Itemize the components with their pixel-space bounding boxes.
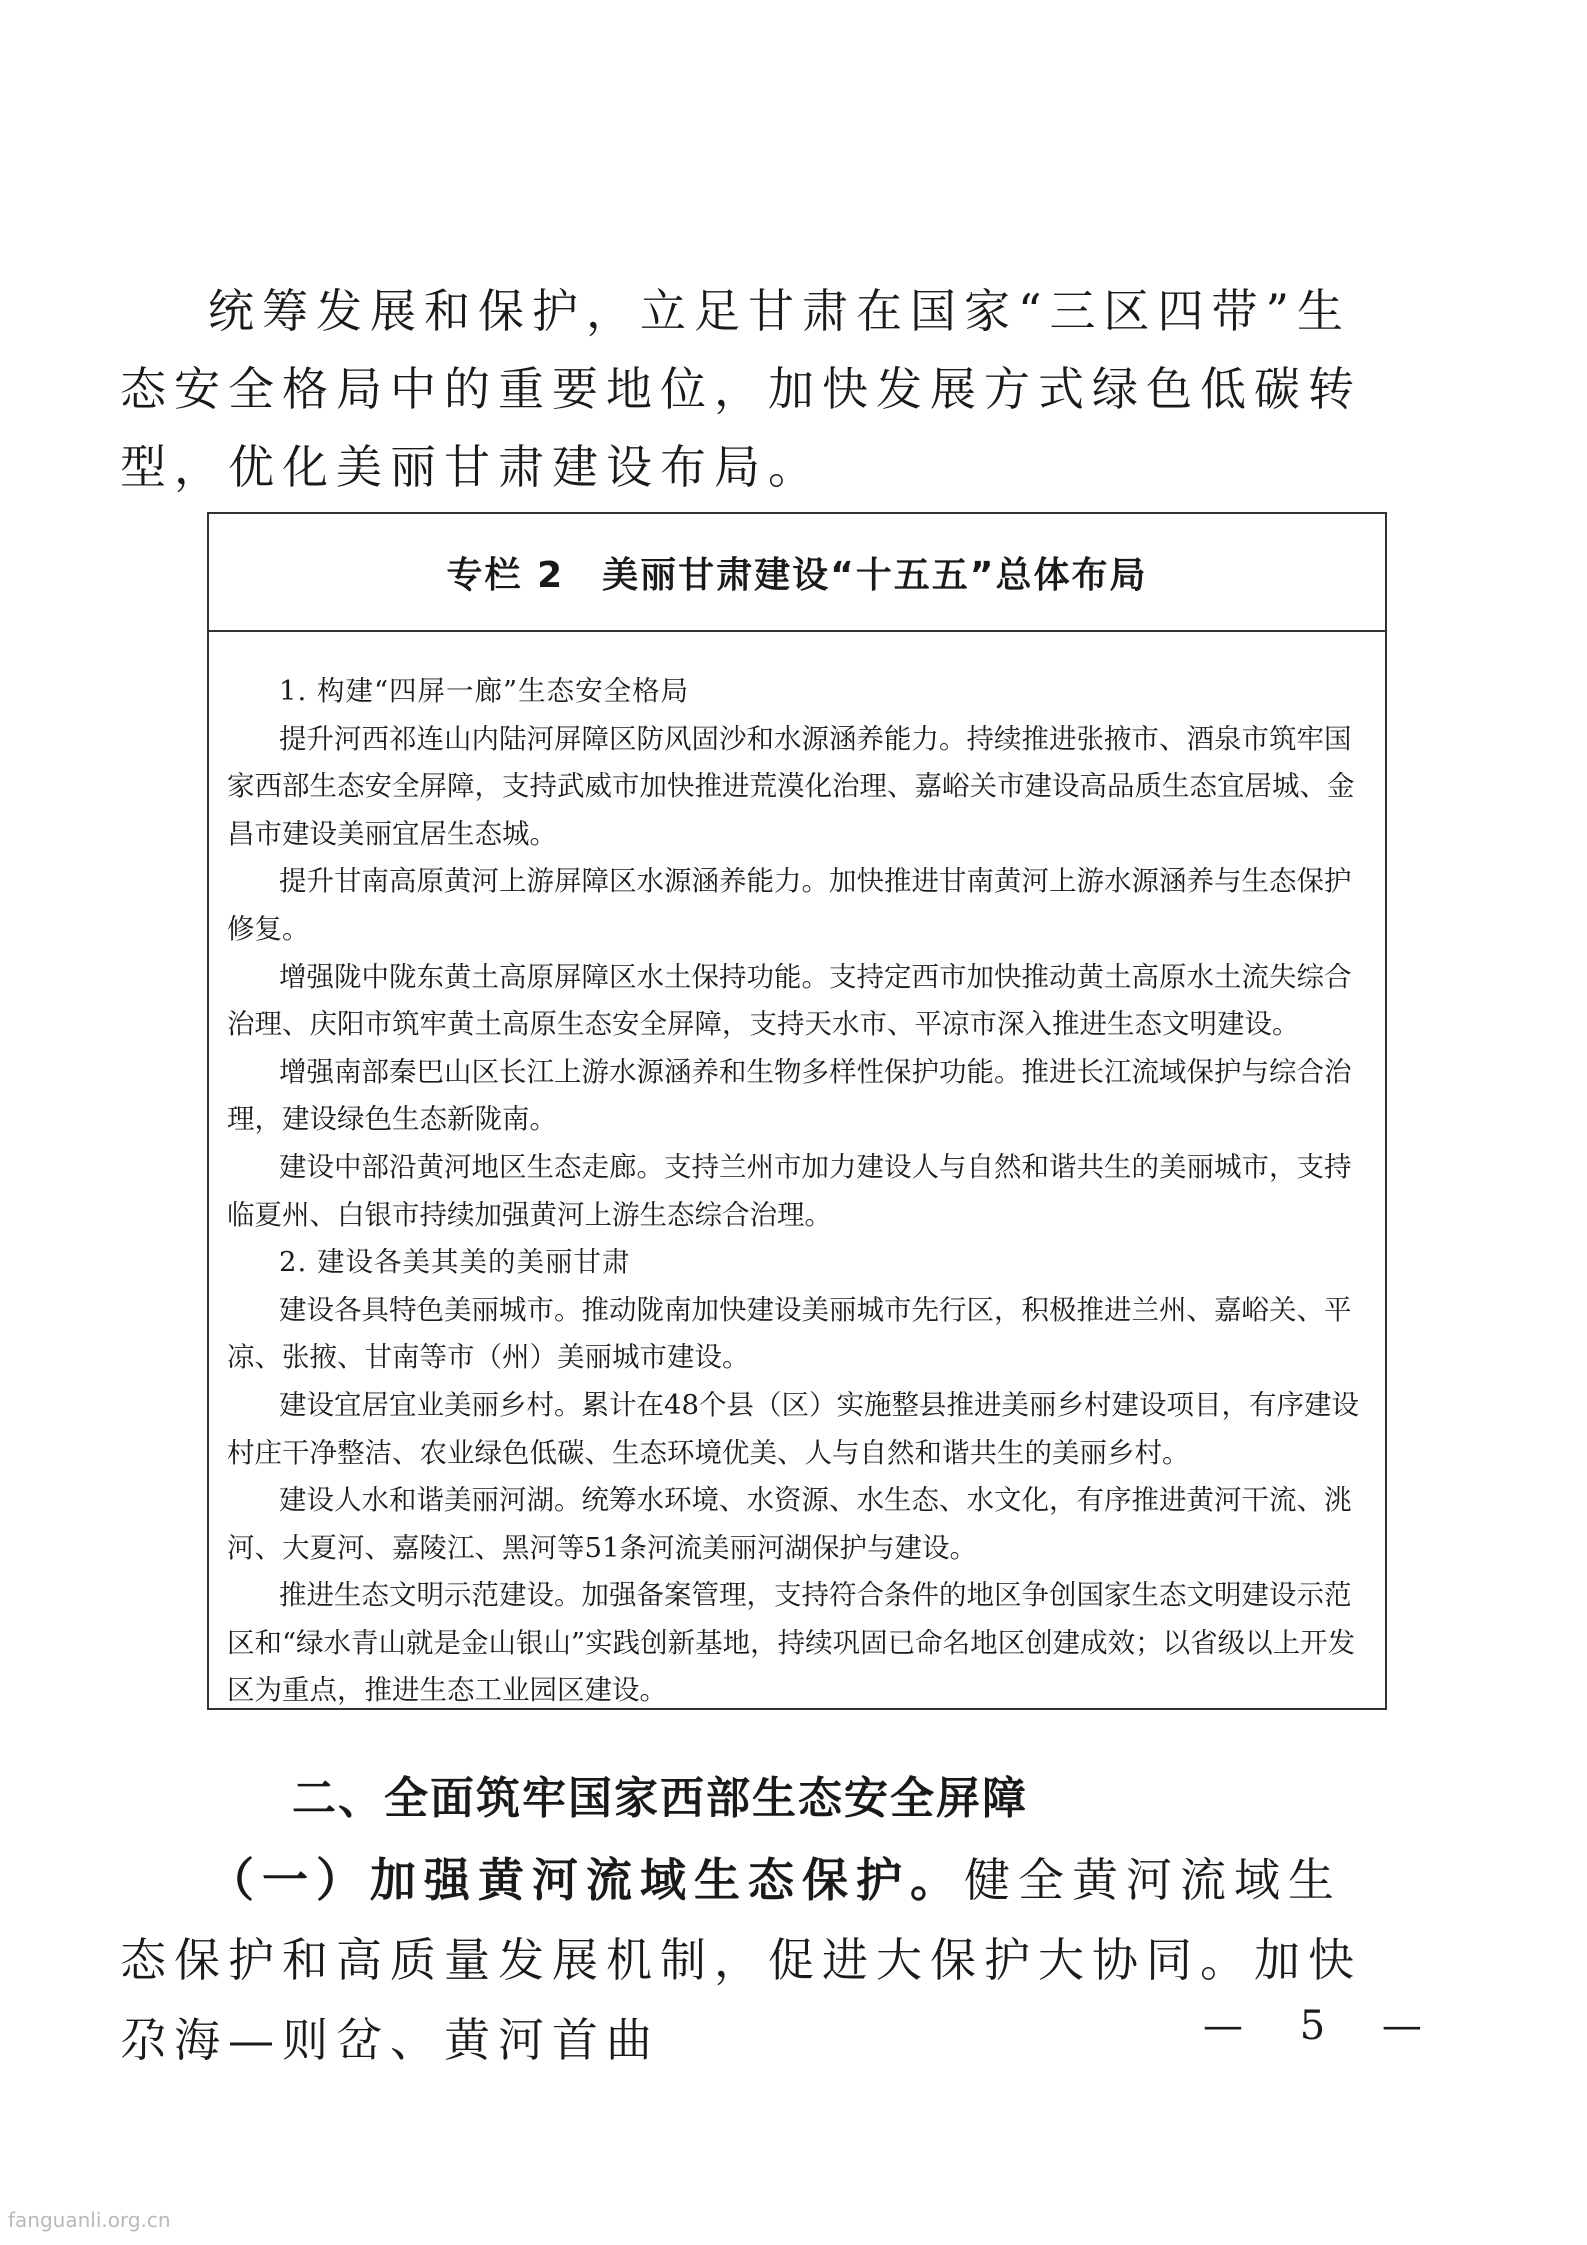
body-paragraph: 提升甘南高原黄河上游屏障区水源涵养能力。加快推进甘南黄河上游水源涵养与生态保护修复。	[227, 865, 1352, 945]
body-paragraph: 建设宜居宜业美丽乡村。累计在48个县（区）实施整县推进美丽乡村建设项目，有序建设村庄干净整洁、农业绿色低碳、生态环境优美、人与自然和谐共生的美丽乡村。	[227, 1388, 1359, 1469]
body-paragraph: 推进生态文明示范建设。加强备案管理，支持符合条件的地区争创国家生态文明建设示范区和“绿水青山就是金山银山”实践创新基地，持续巩固已命名地区创建成效；以省级以上开发区为重点，推进生态工业园区建设。	[227, 1579, 1356, 1707]
intro-paragraph	[120, 272, 1393, 506]
body-paragraph: 增强南部秦巴山区长江上游水源涵养和生物多样性保护功能。推进长江流域保护与综合治理，建设绿色生态新陇南。	[227, 1055, 1352, 1136]
section-heading: 1. 构建“四屏一廊”生态安全格局	[279, 675, 690, 707]
watermark: fanguanli.org.cn	[8, 2208, 171, 2232]
column-box-body	[209, 632, 1385, 1715]
body-paragraph: 建设中部沿黄河地区生态走廊。支持兰州市加力建设人与自然和谐共生的美丽城市，支持临夏州、白银市持续加强黄河上游生态综合治理。	[227, 1150, 1352, 1231]
section-lead: （一）加强黄河流域生态保护。	[208, 1853, 964, 1907]
body-paragraph: 建设各具特色美丽城市。推动陇南加快建设美丽城市先行区，积极推进兰州、嘉峪关、平凉、张掖、甘南等市（州）美丽城市建设。	[227, 1293, 1352, 1374]
page-number: — 5 —	[1203, 2003, 1444, 2049]
section-heading: 2. 建设各美其美的美丽甘肃	[279, 1246, 631, 1279]
body-paragraph: 增强陇中陇东黄土高原屏障区水土保持功能。支持定西市加快推动黄土高原水土流失综合治理、庆阳市筑牢黄土高原生态安全屏障，支持天水市、平凉市深入推进生态文明建设。	[227, 960, 1352, 1041]
body-paragraph: 提升河西祁连山内陆河屏障区防风固沙和水源涵养能力。持续推进张掖市、酒泉市筑牢国家西部生态安全屏障，支持武威市加快推进荒漠化治理、嘉峪关市建设高品质生态宜居城、金昌市建设美丽宜居生态城。	[227, 722, 1355, 850]
column-box	[207, 512, 1387, 1710]
intro-text: 统筹发展和保护，立足甘肃在国家“三区四带”生态安全格局中的重要地位，加快发展方式绿色低碳转型，优化美丽甘肃建设布局。	[120, 284, 1362, 494]
column-box-header	[209, 514, 1385, 632]
section-title: 二、全面筑牢国家西部生态安全屏障	[292, 1773, 1028, 1824]
body-paragraph: 建设人水和谐美丽河湖。统筹水环境、水资源、水生态、水文化，有序推进黄河干流、洮河、大夏河、嘉陵江、黑河等51条河流美丽河湖保护与建设。	[227, 1484, 1352, 1564]
column-title: 美丽甘肃建设“十五五”总体布局	[602, 554, 1148, 596]
section-text: 健全黄河流域生态保护和高质量发展机制，促进大保护大协同。加快尕海—则岔、黄河首曲	[120, 1853, 1362, 2067]
column-label: 专栏 2	[446, 554, 565, 596]
